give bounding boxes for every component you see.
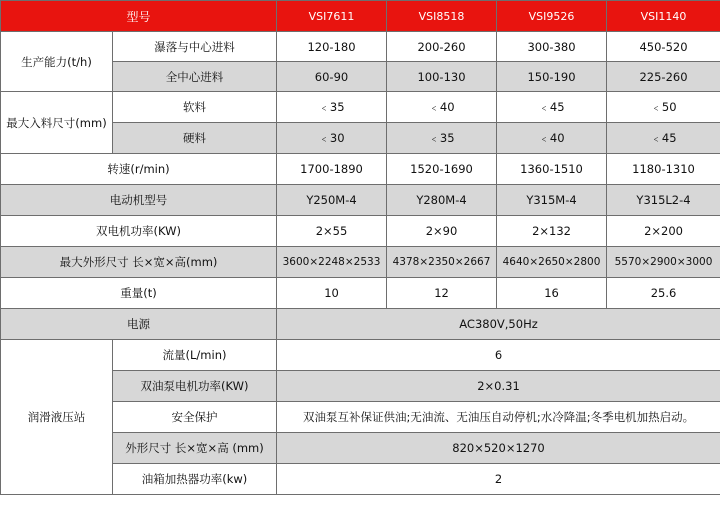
table-cell: 4378×2350×2667 bbox=[387, 247, 497, 278]
sub-label: 全中心进料 bbox=[113, 62, 277, 92]
table-cell: 1520-1690 bbox=[387, 154, 497, 185]
table-cell: 2×132 bbox=[497, 216, 607, 247]
table-cell: 16 bbox=[497, 278, 607, 309]
table-cell: 2×0.31 bbox=[277, 371, 720, 402]
table-cell: 1700-1890 bbox=[277, 154, 387, 185]
row-label-motor-power: 双电机功率(KW) bbox=[1, 216, 277, 247]
table-cell: Y250M-4 bbox=[277, 185, 387, 216]
sub-label: 流量(L/min) bbox=[113, 340, 277, 371]
table-cell: 25.6 bbox=[607, 278, 720, 309]
table-cell: 12 bbox=[387, 278, 497, 309]
table-cell: 200-260 bbox=[387, 32, 497, 62]
table-row bbox=[1, 92, 720, 123]
table-cell: 2×55 bbox=[277, 216, 387, 247]
table-row bbox=[1, 278, 720, 309]
model-header-cell: VSI7611 bbox=[277, 1, 387, 32]
table-cell: 300-380 bbox=[497, 32, 607, 62]
table-cell: 10 bbox=[277, 278, 387, 309]
table-row bbox=[1, 185, 720, 216]
table-cell: ﹤40 bbox=[387, 92, 497, 123]
table-cell: ﹤35 bbox=[387, 123, 497, 154]
table-cell: Y315L2-4 bbox=[607, 185, 720, 216]
sub-label: 油箱加热器功率(kw) bbox=[113, 464, 277, 495]
model-header-cell: VSI1140 bbox=[607, 1, 720, 32]
table-cell: Y280M-4 bbox=[387, 185, 497, 216]
header-row bbox=[1, 1, 720, 32]
table-cell: 5570×2900×3000 bbox=[607, 247, 720, 278]
table-cell: 100-130 bbox=[387, 62, 497, 92]
table-cell: ﹤40 bbox=[497, 123, 607, 154]
table-cell: 150-190 bbox=[497, 62, 607, 92]
row-label-power-supply: 电源 bbox=[1, 309, 277, 340]
table-cell: ﹤35 bbox=[277, 92, 387, 123]
sub-label: 外形尺寸 长×宽×高 (mm) bbox=[113, 433, 277, 464]
table-cell: 双油泵互补保证供油;无油流、无油压自动停机;水冷降温;冬季电机加热启动。 bbox=[277, 402, 720, 433]
table-cell: ﹤50 bbox=[607, 92, 720, 123]
table-cell: Y315M-4 bbox=[497, 185, 607, 216]
sub-label: 硬料 bbox=[113, 123, 277, 154]
row-label-dimensions: 最大外形尺寸 长×宽×高(mm) bbox=[1, 247, 277, 278]
model-header-cell: VSI8518 bbox=[387, 1, 497, 32]
model-header-label: 型号 bbox=[1, 1, 277, 32]
row-label-speed: 转速(r/min) bbox=[1, 154, 277, 185]
model-header-cell: VSI9526 bbox=[497, 1, 607, 32]
table-cell: 1360-1510 bbox=[497, 154, 607, 185]
table-cell: ﹤30 bbox=[277, 123, 387, 154]
sub-label: 瀑落与中心进料 bbox=[113, 32, 277, 62]
table-cell: 2×90 bbox=[387, 216, 497, 247]
table-row bbox=[1, 32, 720, 62]
table-cell: 60-90 bbox=[277, 62, 387, 92]
sub-label: 软料 bbox=[113, 92, 277, 123]
table-row bbox=[1, 340, 720, 371]
power-supply-value: AC380V,50Hz bbox=[277, 309, 720, 340]
row-label-motor-model: 电动机型号 bbox=[1, 185, 277, 216]
table-cell: ﹤45 bbox=[607, 123, 720, 154]
table-cell: 450-520 bbox=[607, 32, 720, 62]
table-row bbox=[1, 216, 720, 247]
table-row bbox=[1, 247, 720, 278]
table-row bbox=[1, 154, 720, 185]
table-cell: 6 bbox=[277, 340, 720, 371]
sub-label: 双油泵电机功率(KW) bbox=[113, 371, 277, 402]
row-label-capacity: 生产能力(t/h) bbox=[1, 32, 113, 92]
table-cell: 3600×2248×2533 bbox=[277, 247, 387, 278]
row-label-feed-size: 最大入料尺寸(mm) bbox=[1, 92, 113, 154]
table-cell: 225-260 bbox=[607, 62, 720, 92]
table-cell: 820×520×1270 bbox=[277, 433, 720, 464]
table-cell: 2×200 bbox=[607, 216, 720, 247]
table-cell: 4640×2650×2800 bbox=[497, 247, 607, 278]
row-label-lube-station: 润滑液压站 bbox=[1, 340, 113, 495]
table-row bbox=[1, 309, 720, 340]
sub-label: 安全保护 bbox=[113, 402, 277, 433]
table-cell: 120-180 bbox=[277, 32, 387, 62]
table-cell: 2 bbox=[277, 464, 720, 495]
row-label-weight: 重量(t) bbox=[1, 278, 277, 309]
table-cell: 1180-1310 bbox=[607, 154, 720, 185]
table-cell: ﹤45 bbox=[497, 92, 607, 123]
